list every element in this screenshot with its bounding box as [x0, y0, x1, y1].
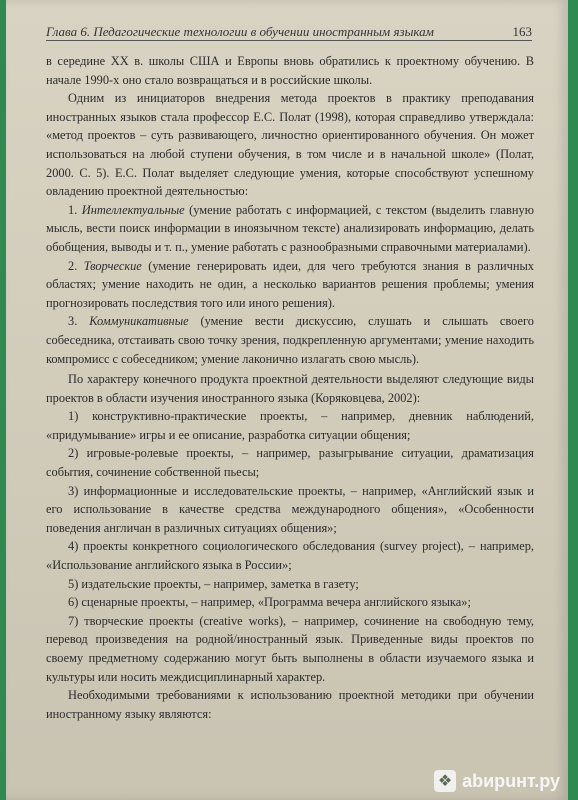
list-item: 4) проекты конкретного социологического обследования (survey project), – например, «Использование английского языка в России»;: [46, 539, 534, 573]
paragraph: Одним из инициаторов внедрения метода проектов в практику преподавания иностранных языков стала профессор Е.С. Полат (1998), которая справедливо утверждала: «метод проектов – суть развивающего, личностно ориентированного обучения. Он может использоваться на любой ступени обучения, в том числе и в начальной школе» (Полат, 2000. С. 5). Е.С. Полат выделяет следующие умения, которые способствуют успешному овладению проектной деятельностью:: [46, 91, 534, 199]
book-logo-icon: ❖: [434, 770, 456, 792]
list-item: 3) информационные и исследовательские проекты, – например, «Английский язык и его использование в качестве средства международного общения», «Особенности поведения англичан в различных ситуациях общения»;: [46, 483, 534, 535]
paragraph: в середине XX в. школы США и Европы вновь обратились к проектному обучению. В начале 1990-х оно стало возвращаться и в российские школы.: [46, 54, 534, 87]
page-number: 163: [512, 24, 532, 39]
watermark: [434, 770, 560, 792]
skill-term: Коммуникативные: [89, 314, 189, 329]
list-item: 7) творческие проекты (creative works), – например, сочинение на свободную тему, перевод произведения на родной/иностранный язык. Приведенные виды проектов по своему предметному содержанию могут быть выполнены в области изучаемого языка и культуры или носить междисциплинарный характер.: [46, 613, 534, 684]
page-body: [46, 52, 534, 723]
skill-number: 2.: [68, 258, 78, 273]
book-page: [6, 0, 568, 800]
skill-number: 1.: [68, 202, 78, 217]
list-item: 5) издательские проекты, – например, заметка в газету;: [68, 576, 359, 591]
skill-description: (умение генерировать идеи, для чего требуются знания в различных областях; умение находить не один, а несколько вариантов решения проблемы; умения прогнозировать последствия того или иного решения).: [46, 258, 534, 310]
paragraph: Необходимыми требованиями к использованию проектной методики при обучении иностранному языку являются:: [46, 688, 534, 721]
list-item: 6) сценарные проекты, – например, «Программа вечера английского языка»;: [68, 595, 471, 610]
chapter-title: Глава 6. Педагогические технологии в обучении иностранным языкам: [46, 24, 434, 39]
list-item: 1) конструктивно-практические проекты, – например, дневник наблюдений, «придумывание» игры и ее описание, разработка ситуации общения;: [46, 409, 534, 442]
paragraph: По характеру конечного продукта проектной деятельности выделяют следующие виды проектов в области изучения иностранного языка (Коряковцева, 2002):: [46, 372, 534, 405]
watermark-text: abирuнт.ру: [462, 770, 560, 791]
skill-item: [46, 257, 534, 313]
list-item: 2) игровые-ролевые проекты, – например, разыгрывание ситуации, драматизация события, сочинение собственной пьесы;: [46, 446, 534, 480]
skill-term: Творческие: [83, 258, 142, 273]
skill-item: [46, 312, 534, 368]
skill-number: 3.: [68, 314, 78, 329]
skill-description: (умение вести дискуссию, слушать и слышать своего собеседника, отстаивать свою точку зрения, подкрепленную аргументами; умение находить компромисс с собеседником; умение лаконично излагать свою мысль).: [46, 314, 534, 366]
skill-item: [46, 201, 534, 257]
skill-description: (умение работать с информацией, с текстом (выделить главную мысль, вести поиск информации в иноязычном тексте) анализировать информацию, делать обобщения, выводы и т. п., умение работать с разнообразными справочными материалами).: [46, 202, 534, 254]
running-header: [46, 18, 532, 41]
skill-term: Интеллектуальные: [81, 202, 185, 217]
